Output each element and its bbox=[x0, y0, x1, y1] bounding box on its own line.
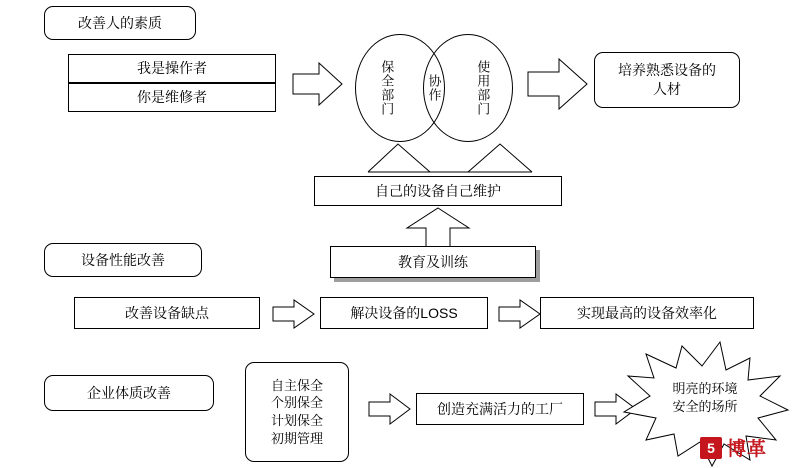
ellipse-using-dept-label: 使用部门 bbox=[475, 60, 491, 116]
node-vital-factory-label: 创造充满活力的工厂 bbox=[437, 400, 563, 417]
node-fix-defects-label: 改善设备缺点 bbox=[125, 304, 209, 321]
watermark-mark-icon: 5 bbox=[700, 437, 722, 459]
node-solve-loss-label: 解决设备的LOSS bbox=[350, 304, 458, 321]
node-operator bbox=[68, 54, 276, 83]
node-education-training-label: 教育及训练 bbox=[398, 253, 468, 270]
arrow-up-education bbox=[404, 206, 472, 250]
node-improve-equipment bbox=[44, 243, 202, 277]
node-cultivate-talent-line1: 培养熟悉设备的 bbox=[618, 62, 716, 79]
node-solve-loss bbox=[320, 297, 488, 329]
node-improve-people-label: 改善人的素质 bbox=[78, 14, 162, 31]
arrow-right-3 bbox=[272, 298, 316, 330]
node-self-maintain-label: 自己的设备自己维护 bbox=[375, 182, 501, 199]
connector-ellipses-to-self-maintain bbox=[360, 140, 540, 180]
node-max-efficiency bbox=[540, 297, 754, 329]
maintenance-list-item-2: 个别保全 bbox=[270, 395, 323, 411]
star-label-line2: 安全的场所 bbox=[672, 398, 738, 414]
arrow-right-2 bbox=[527, 56, 589, 112]
node-improve-constitution-label: 企业体质改善 bbox=[87, 384, 171, 401]
node-cultivate-talent-line2: 人材 bbox=[653, 81, 681, 97]
arrow-right-4 bbox=[498, 298, 542, 330]
ellipse-overlap-label: 协作 bbox=[426, 74, 442, 102]
watermark-logo bbox=[700, 434, 767, 461]
node-operator-label: 我是操作者 bbox=[137, 60, 207, 77]
node-vital-factory bbox=[416, 393, 584, 425]
node-maintainer-label: 你是维修者 bbox=[137, 89, 207, 106]
ellipse-maintenance-dept-label: 保全部门 bbox=[379, 60, 395, 116]
arrow-right-5 bbox=[368, 392, 412, 426]
node-improve-equipment-label: 设备性能改善 bbox=[81, 251, 165, 268]
node-improve-people bbox=[44, 6, 196, 40]
maintenance-list-item-1: 自主保全 bbox=[270, 377, 323, 393]
arrow-right-1 bbox=[292, 60, 344, 108]
node-education-training bbox=[330, 246, 536, 278]
star-label-line1: 明亮的环境 bbox=[672, 381, 738, 396]
node-self-maintain bbox=[314, 176, 562, 206]
maintenance-list-item-4: 初期管理 bbox=[270, 430, 323, 446]
maintenance-list-item-3: 计划保全 bbox=[270, 413, 323, 428]
ellipse-overlap-cooperation bbox=[414, 62, 454, 114]
node-maintainer bbox=[68, 83, 276, 112]
node-improve-constitution bbox=[44, 375, 214, 411]
watermark-text: 博革 bbox=[727, 439, 768, 460]
node-fix-defects bbox=[74, 297, 260, 329]
node-cultivate-talent bbox=[594, 52, 740, 108]
node-max-efficiency-label: 实现最高的设备效率化 bbox=[577, 304, 717, 321]
node-maintenance-list bbox=[245, 362, 349, 462]
